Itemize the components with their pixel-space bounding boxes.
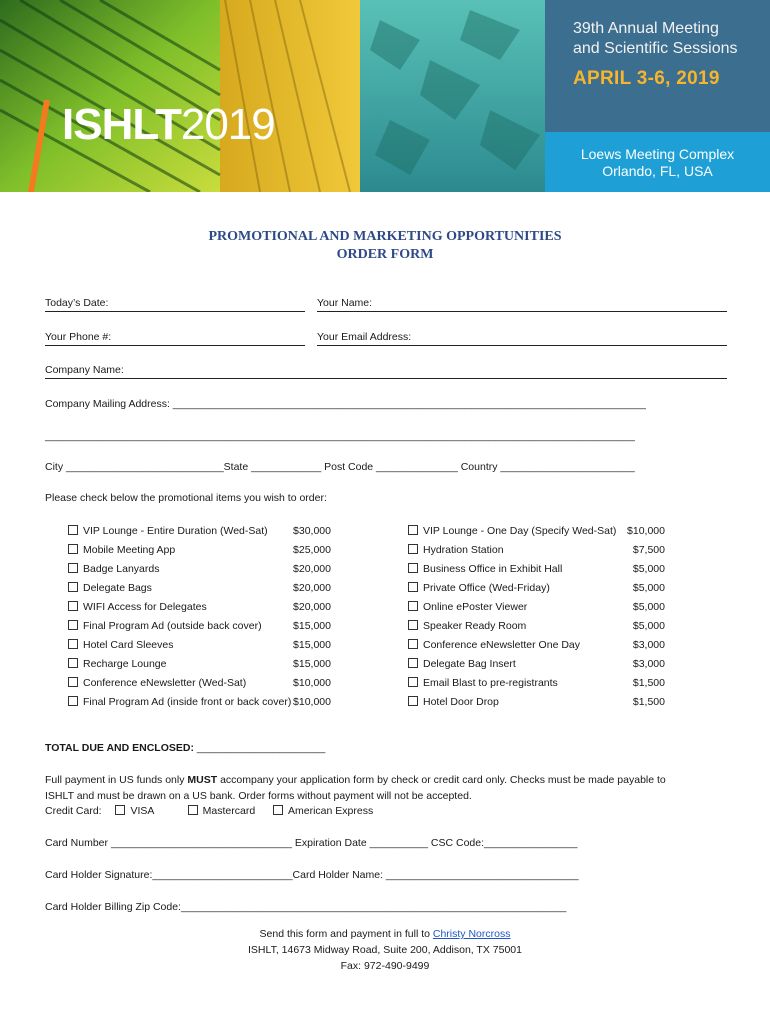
form-title: PROMOTIONAL AND MARKETING OPPORTUNITIES ORDER FORM (208, 229, 562, 262)
promo-item-label: Delegate Bag Insert (423, 658, 516, 670)
promo-item-checkbox[interactable] (408, 544, 504, 556)
checkbox-icon (408, 563, 418, 573)
promo-item-label: VIP Lounge - One Day (Specify Wed-Sat) (423, 525, 617, 537)
promo-item-checkbox[interactable] (408, 563, 562, 575)
payment-text-line2: ISHLT and must be drawn on a US bank. Order forms without payment will not be accepted. (45, 790, 472, 802)
promo-item-price: $15,000 (293, 639, 331, 651)
promo-item-label: Recharge Lounge (83, 658, 167, 670)
header-banner (0, 0, 770, 192)
meeting-info-box (545, 0, 770, 192)
promo-item-checkbox[interactable] (408, 620, 526, 632)
company-name-label: Company Name: (45, 364, 124, 376)
promo-item-label: Mobile Meeting App (83, 544, 176, 556)
checkbox-icon (68, 544, 78, 554)
checkbox-icon (408, 677, 418, 687)
promo-item-label: Email Blast to pre-registrants (423, 677, 558, 689)
promo-item-checkbox[interactable] (68, 658, 166, 670)
promo-item-price: $15,000 (293, 658, 331, 670)
promo-item-price: $5,000 (632, 582, 665, 594)
billing-zip-field[interactable]: Card Holder Billing Zip Code:__________________________________________________________________ (45, 901, 567, 913)
checkbox-icon (273, 805, 283, 815)
checkbox-icon (188, 805, 198, 815)
checkbox-icon (408, 639, 418, 649)
promo-item-price: $10,000 (293, 677, 331, 689)
promo-item-label: Business Office in Exhibit Hall (423, 563, 563, 575)
checkbox-icon (68, 696, 78, 706)
promo-item-price: $30,000 (293, 525, 331, 537)
checkbox-icon (408, 601, 418, 611)
promo-item-label: Delegate Bags (83, 582, 152, 594)
promo-item-checkbox[interactable] (68, 544, 175, 556)
meeting-dates: APRIL 3-6, 2019 (573, 68, 720, 89)
promo-item-price: $3,000 (632, 658, 665, 670)
promo-item-label: Conference eNewsletter One Day (423, 639, 580, 651)
promo-item-price: $10,000 (627, 525, 665, 537)
promo-item-label: Conference eNewsletter (Wed-Sat) (83, 677, 247, 689)
promo-item-checkbox[interactable] (68, 620, 262, 632)
promo-item-checkbox[interactable] (68, 582, 152, 594)
promo-item-label: Speaker Ready Room (423, 620, 527, 632)
promo-item-label: Hotel Card Sleeves (83, 639, 174, 651)
your-name-field[interactable] (317, 311, 727, 312)
promo-item-price: $5,000 (632, 563, 665, 575)
promo-item-checkbox[interactable] (408, 696, 499, 708)
send-to-line: Send this form and payment in full to Christy Norcross (259, 928, 511, 940)
mailing-address: ISHLT, 14673 Midway Road, Suite 200, Addison, TX 75001 (248, 944, 522, 956)
promo-item-label: Final Program Ad (outside back cover) (83, 620, 262, 632)
promo-item-label: Hydration Station (423, 544, 504, 556)
promo-item-checkbox[interactable] (68, 601, 207, 613)
checkbox-icon (68, 601, 78, 611)
visa-checkbox[interactable]: VISA (115, 805, 153, 817)
email-field[interactable] (317, 345, 727, 346)
palm-leaf-artwork (0, 0, 545, 192)
promo-item-label: WIFI Access for Delegates (83, 601, 207, 613)
todays-date-label: Today’s Date: (45, 297, 109, 309)
promo-item-checkbox[interactable] (68, 677, 246, 689)
checkbox-icon (68, 563, 78, 573)
promo-item-checkbox[interactable] (408, 525, 616, 537)
promo-item-checkbox[interactable] (408, 677, 558, 689)
checkbox-icon (68, 658, 78, 668)
todays-date-field[interactable] (45, 311, 305, 312)
checkbox-icon (68, 620, 78, 630)
phone-field[interactable] (45, 345, 305, 346)
total-due-field[interactable]: ______________________ (196, 742, 326, 754)
your-name-label: Your Name: (317, 297, 373, 309)
credit-card-options: Credit Card: VISA Mastercard American Express (45, 805, 374, 817)
promo-item-price: $5,000 (632, 601, 665, 613)
checkbox-icon (408, 696, 418, 706)
promo-item-price: $20,000 (293, 563, 331, 575)
check-instructions: Please check below the promotional items you wish to order: (45, 492, 327, 504)
promo-item-checkbox[interactable] (68, 639, 173, 651)
checkbox-icon (408, 658, 418, 668)
phone-label: Your Phone #: (45, 331, 112, 343)
promo-item-label: Final Program Ad (inside front or back cover) (83, 696, 292, 708)
promo-item-label: Online ePoster Viewer (423, 601, 528, 613)
checkbox-icon (115, 805, 125, 815)
promo-item-price: $5,000 (632, 620, 665, 632)
checkbox-icon (408, 525, 418, 535)
checkbox-icon (408, 620, 418, 630)
checkbox-icon (68, 677, 78, 687)
card-number-fields[interactable]: Card Number _______________________________ Expiration Date __________ CSC Code:________________ (45, 837, 578, 849)
meeting-venue: Loews Meeting Complex Orlando, FL, USA (580, 146, 735, 179)
promo-item-price: $20,000 (293, 582, 331, 594)
promo-item-label: Hotel Door Drop (423, 696, 499, 708)
promo-item-price: $1,500 (632, 696, 665, 708)
promo-item-price: $7,500 (632, 544, 665, 556)
promo-item-checkbox[interactable] (68, 563, 159, 575)
mailing-address-field[interactable]: Company Mailing Address: _________________________________________________________________________________ (45, 398, 646, 410)
email-label: Your Email Address: (317, 331, 412, 343)
promo-item-checkbox[interactable] (408, 658, 516, 670)
mastercard-checkbox[interactable]: Mastercard (188, 805, 256, 817)
promo-item-price: $3,000 (632, 639, 665, 651)
meeting-title: 39th Annual Meeting and Scientific Sessions (573, 20, 738, 57)
promo-item-price: $25,000 (293, 544, 331, 556)
promo-item-checkbox[interactable] (68, 525, 268, 537)
total-due-label: TOTAL DUE AND ENCLOSED: ______________________ (45, 742, 326, 754)
promo-item-checkbox[interactable] (68, 696, 291, 708)
address-line-2-field[interactable]: _____________________________________________________________________________________________________ (45, 430, 635, 442)
payment-text-line1: Full payment in US funds only MUST accompany your application form by check or credit card only. Checks must be made payable to (45, 774, 666, 786)
city-state-postcode-country-field[interactable]: City ___________________________State ____________ Post Code ______________ Country _______________________ (45, 461, 635, 473)
promo-item-checkbox[interactable] (408, 601, 527, 613)
checkbox-icon (408, 582, 418, 592)
checkbox-icon (408, 544, 418, 554)
promo-item-price: $15,000 (293, 620, 331, 632)
promo-item-label: Badge Lanyards (83, 563, 160, 575)
promo-item-checkbox[interactable] (408, 582, 550, 594)
contact-link[interactable]: Christy Norcross (432, 928, 511, 940)
promo-item-checkbox[interactable] (408, 639, 580, 651)
checkbox-icon (68, 525, 78, 535)
company-name-field[interactable] (45, 378, 727, 379)
promo-item-label: VIP Lounge - Entire Duration (Wed-Sat) (83, 525, 268, 537)
checkbox-icon (68, 582, 78, 592)
ishlt-2019-logo: ISHLT2019 (62, 100, 275, 149)
promo-item-price: $10,000 (293, 696, 331, 708)
promo-item-price: $1,500 (632, 677, 665, 689)
promo-item-label: Private Office (Wed-Friday) (423, 582, 550, 594)
amex-checkbox[interactable]: American Express (273, 805, 373, 817)
fax-number: Fax: 972-490-9499 (340, 960, 430, 972)
checkbox-icon (68, 639, 78, 649)
card-holder-fields[interactable]: Card Holder Signature:________________________Card Holder Name: _________________________________ (45, 869, 579, 881)
promo-item-price: $20,000 (293, 601, 331, 613)
